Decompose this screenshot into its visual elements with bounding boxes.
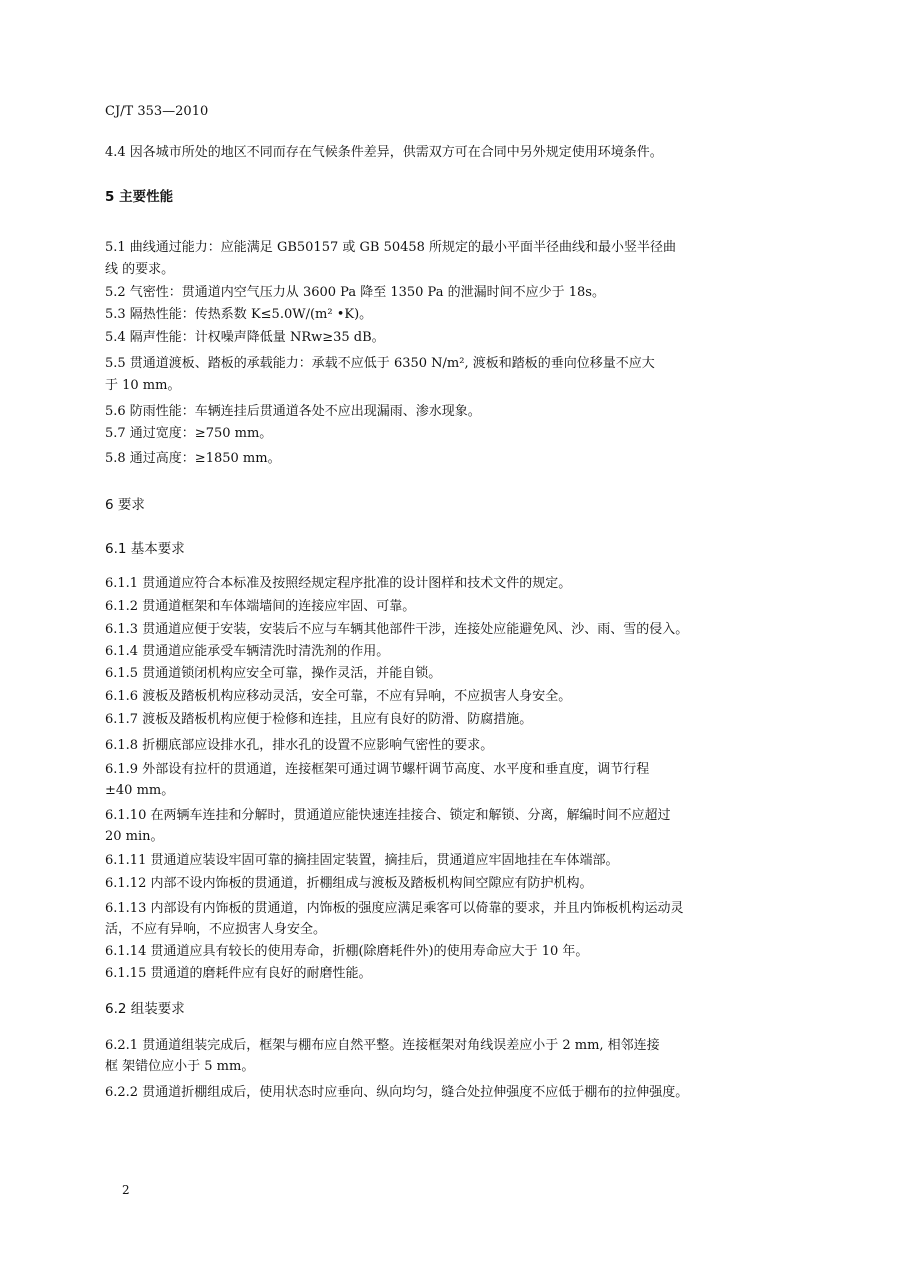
clause-6-1-8: 6.1.8 折棚底部应设排水孔，排水孔的设置不应影响气密性的要求。 [105,738,494,753]
clause-5-5: 5.5 贯通道渡板、踏板的承载能力：承载不应低于 6350 N/m², 渡板和踏板的垂向位移量不应大 [105,356,655,371]
clause-6-1-1: 6.1.1 贯通道应符合本标准及按照经规定程序批准的设计图样和技术文件的规定。 [105,576,572,591]
section-6-1-heading: 6.1 基本要求 [105,541,185,557]
clause-5-1-continued: 线 的要求。 [105,262,175,277]
clause-5-3: 5.3 隔热性能：传热系数 K≤5.0W/(m² •K)。 [105,307,373,322]
clause-6-1-14: 6.1.14 贯通道应具有较长的使用寿命，折棚(除磨耗件外)的使用寿命应大于 10 年。 [105,944,589,959]
section-6-2-heading: 6.2 组装要求 [105,1001,185,1017]
clause-6-1-9: 6.1.9 外部设有拉杆的贯通道，连接框架可通过调节螺杆调节高度、水平度和垂直度，调节行程 [105,762,650,777]
clause-6-1-13-continued: 活，不应有异响，不应损害人身安全。 [105,922,327,937]
clause-6-1-6: 6.1.6 渡板及踏板机构应移动灵活，安全可靠，不应有异响，不应损害人身安全。 [105,689,572,704]
clause-6-1-2: 6.1.2 贯通道框架和车体端墙间的连接应牢固、可靠。 [105,599,416,614]
page-number: 2 [122,1183,130,1197]
clause-6-1-3: 6.1.3 贯通道应便于安装，安装后不应与车辆其他部件干涉，连接处应能避免风、沙、雨、雪的侵入。 [105,622,689,637]
clause-6-1-5: 6.1.5 贯通道锁闭机构应安全可靠，操作灵活，并能自锁。 [105,666,442,681]
clause-6-1-10: 6.1.10 在两辆车连挂和分解时，贯通道应能快速连挂接合、锁定和解锁、分离，解编时间不应超过 [105,808,671,823]
clause-5-8: 5.8 通过高度：≥1850 mm。 [105,451,281,466]
section-6-heading: 6 要求 [105,497,145,513]
clause-6-2-1: 6.2.1 贯通道组装完成后，框架与棚布应自然平整。连接框架对角线误差应小于 2 mm, 相邻连接 [105,1038,660,1053]
clause-6-1-7: 6.1.7 渡板及踏板机构应便于检修和连挂，且应有良好的防滑、防腐措施。 [105,712,533,727]
clause-6-1-10-continued: 20 min。 [105,829,164,844]
clause-5-4: 5.4 隔声性能：计权噪声降低量 NRw≥35 dB。 [105,330,385,345]
clause-6-2-2: 6.2.2 贯通道折棚组成后，使用状态时应垂向、纵向均匀，缝合处拉伸强度不应低于棚布的拉伸强度。 [105,1085,689,1100]
clause-5-7: 5.7 通过宽度：≥750 mm。 [105,426,273,441]
clause-6-1-12: 6.1.12 内部不设内饰板的贯通道，折棚组成与渡板及踏板机构间空隙应有防护机构。 [105,876,593,891]
clause-5-6: 5.6 防雨性能：车辆连挂后贯通道各处不应出现漏雨、渗水现象。 [105,404,481,419]
clause-5-2: 5.2 气密性：贯通道内空气压力从 3600 Pa 降至 1350 Pa 的泄漏时间不应少于 18s。 [105,285,605,300]
clause-6-1-4: 6.1.4 贯通道应能承受车辆清洗时清洗剂的作用。 [105,644,390,659]
clause-6-1-11: 6.1.11 贯通道应装设牢固可靠的摘挂固定装置，摘挂后，贯通道应牢固地挂在车体端部。 [105,853,619,868]
clause-6-1-9-continued: ±40 mm。 [105,783,175,798]
clause-6-1-15: 6.1.15 贯通道的磨耗件应有良好的耐磨性能。 [105,966,372,981]
section-5-heading: 5 主要性能 [105,189,174,205]
clause-5-5-continued: 于 10 mm。 [105,378,181,393]
clause-4-4: 4.4 因各城市所处的地区不同而存在气候条件差异，供需双方可在合同中另外规定使用环境条件。 [105,145,663,160]
standard-code-header: CJ/T 353—2010 [105,104,209,119]
clause-6-2-1-continued: 框 架错位应小于 5 mm。 [105,1059,255,1074]
clause-6-1-13: 6.1.13 内部设有内饰板的贯通道，内饰板的强度应满足乘客可以倚靠的要求，并且内饰板机构运动灵 [105,901,684,916]
clause-5-1: 5.1 曲线通过能力：应能满足 GB50157 或 GB 50458 所规定的最小平面半径曲线和最小竖半径曲 [105,240,677,255]
